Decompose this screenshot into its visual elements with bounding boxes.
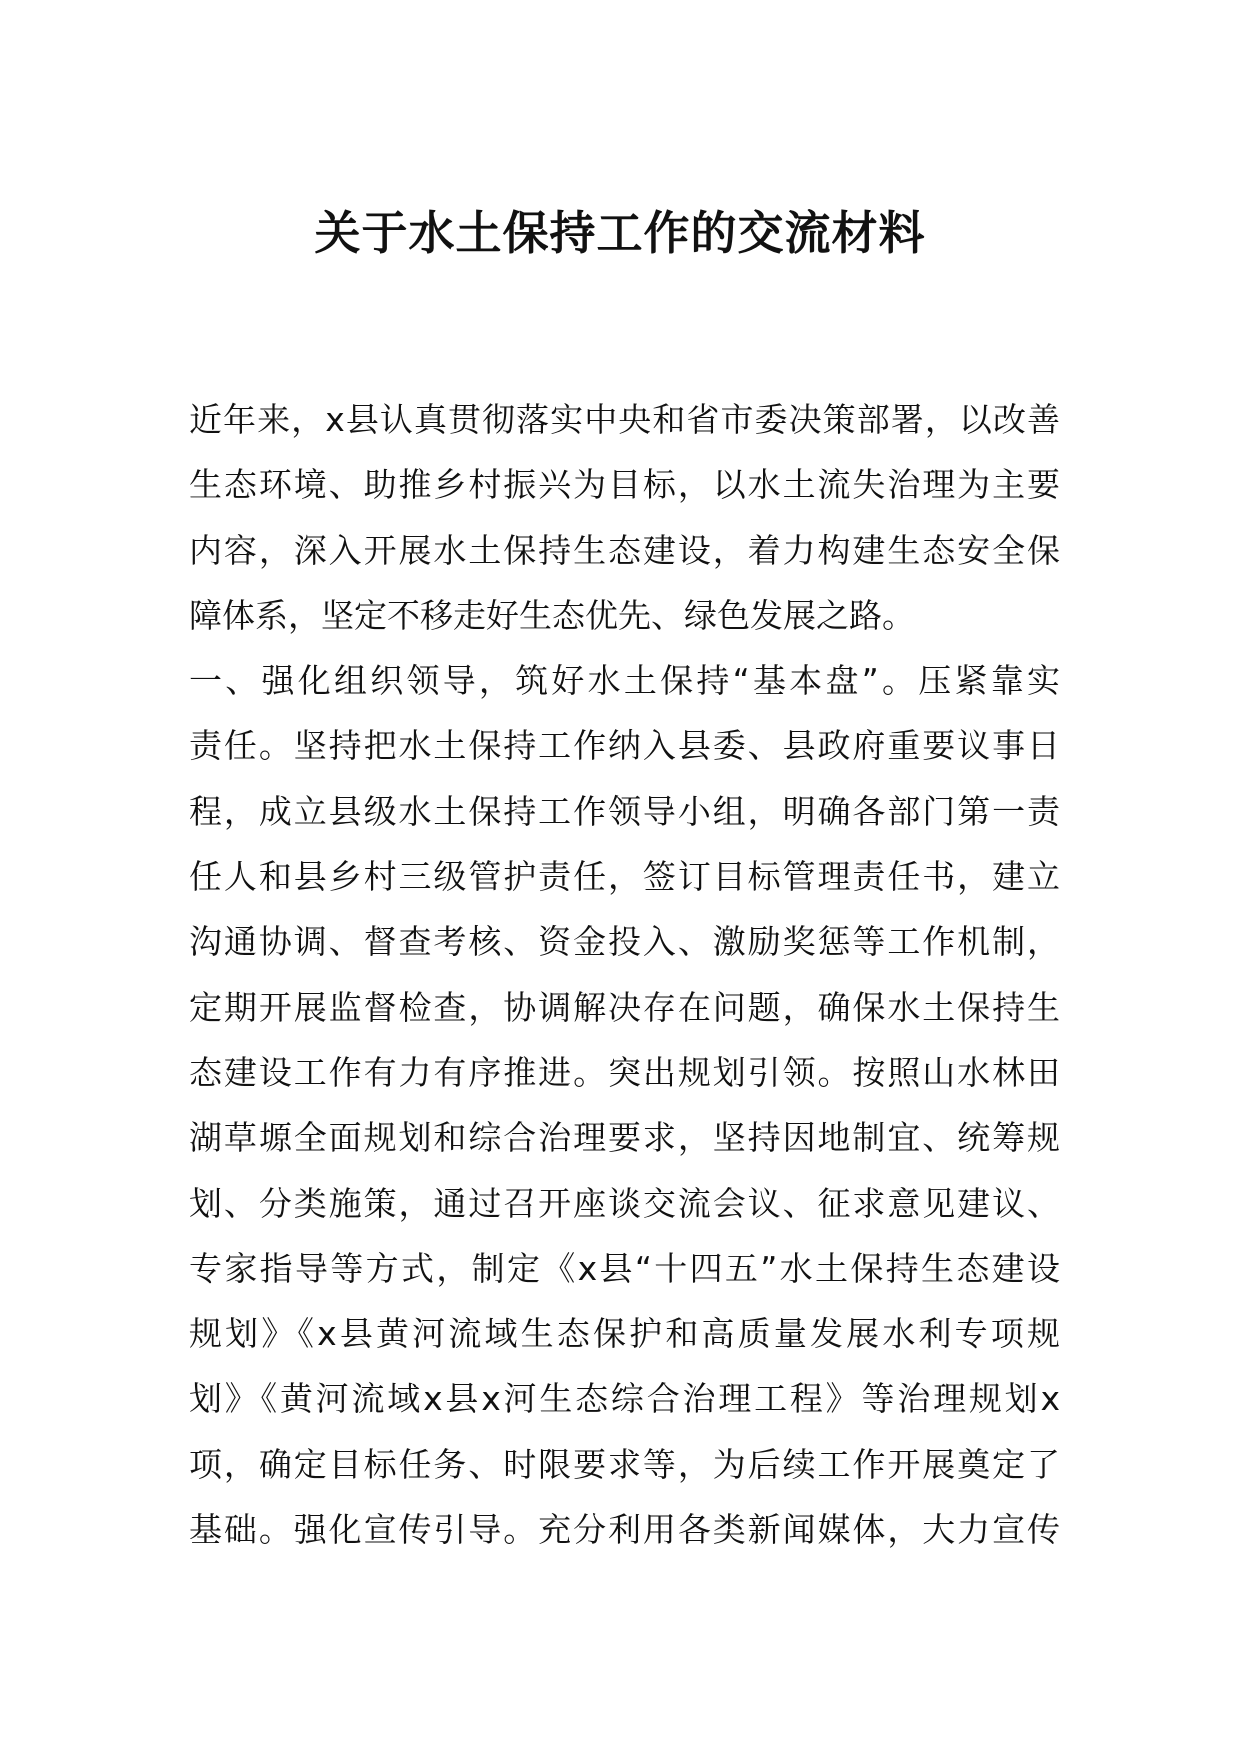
body-line: 沟通协调、督查考核、资金投入、激励奖惩等工作机制，	[189, 922, 1060, 962]
document-title: 关于水土保持工作的交流材料	[314, 206, 926, 260]
body-line: 专家指导等方式，制定《x县“十四五”水土保持生态建设	[189, 1248, 1060, 1288]
paragraph-section-one	[189, 648, 1060, 1562]
body-line: 划、分类施策，通过召开座谈交流会议、征求意见建议、	[189, 1183, 1060, 1223]
body-line: 态建设工作有力有序推进。突出规划引领。按照山水林田	[189, 1052, 1060, 1092]
document-body	[189, 387, 1060, 1562]
body-line: 障体系，坚定不移走好生态优先、绿色发展之路。	[189, 595, 915, 635]
body-line: 定期开展监督检查，协调解决存在问题，确保水土保持生	[189, 987, 1060, 1027]
body-line: 生态环境、助推乡村振兴为目标，以水土流失治理为主要	[189, 465, 1060, 505]
body-line: 任人和县乡村三级管护责任，签订目标管理责任书，建立	[189, 857, 1060, 897]
body-line: 划》《黄河流域x县x河生态综合治理工程》等治理规划x	[189, 1379, 1060, 1419]
body-line: 责任。坚持把水土保持工作纳入县委、县政府重要议事日	[189, 726, 1060, 766]
body-line: 程，成立县级水土保持工作领导小组，明确各部门第一责	[189, 791, 1060, 831]
paragraph-intro	[189, 387, 1060, 648]
body-line: 一、强化组织领导，筑好水土保持“基本盘”。压紧靠实	[189, 661, 1060, 701]
body-line: 湖草塬全面规划和综合治理要求，坚持因地制宜、统筹规	[189, 1118, 1060, 1158]
body-line: 近年来，x县认真贯彻落实中央和省市委决策部署，以改善	[189, 400, 1060, 439]
body-line: 基础。强化宣传引导。充分利用各类新闻媒体，大力宣传	[189, 1510, 1060, 1550]
body-line: 项，确定目标任务、时限要求等，为后续工作开展奠定了	[189, 1444, 1060, 1484]
body-line: 规划》《x县黄河流域生态保护和高质量发展水利专项规	[189, 1314, 1060, 1354]
body-line: 内容，深入开展水土保持生态建设，着力构建生态安全保	[189, 530, 1060, 570]
